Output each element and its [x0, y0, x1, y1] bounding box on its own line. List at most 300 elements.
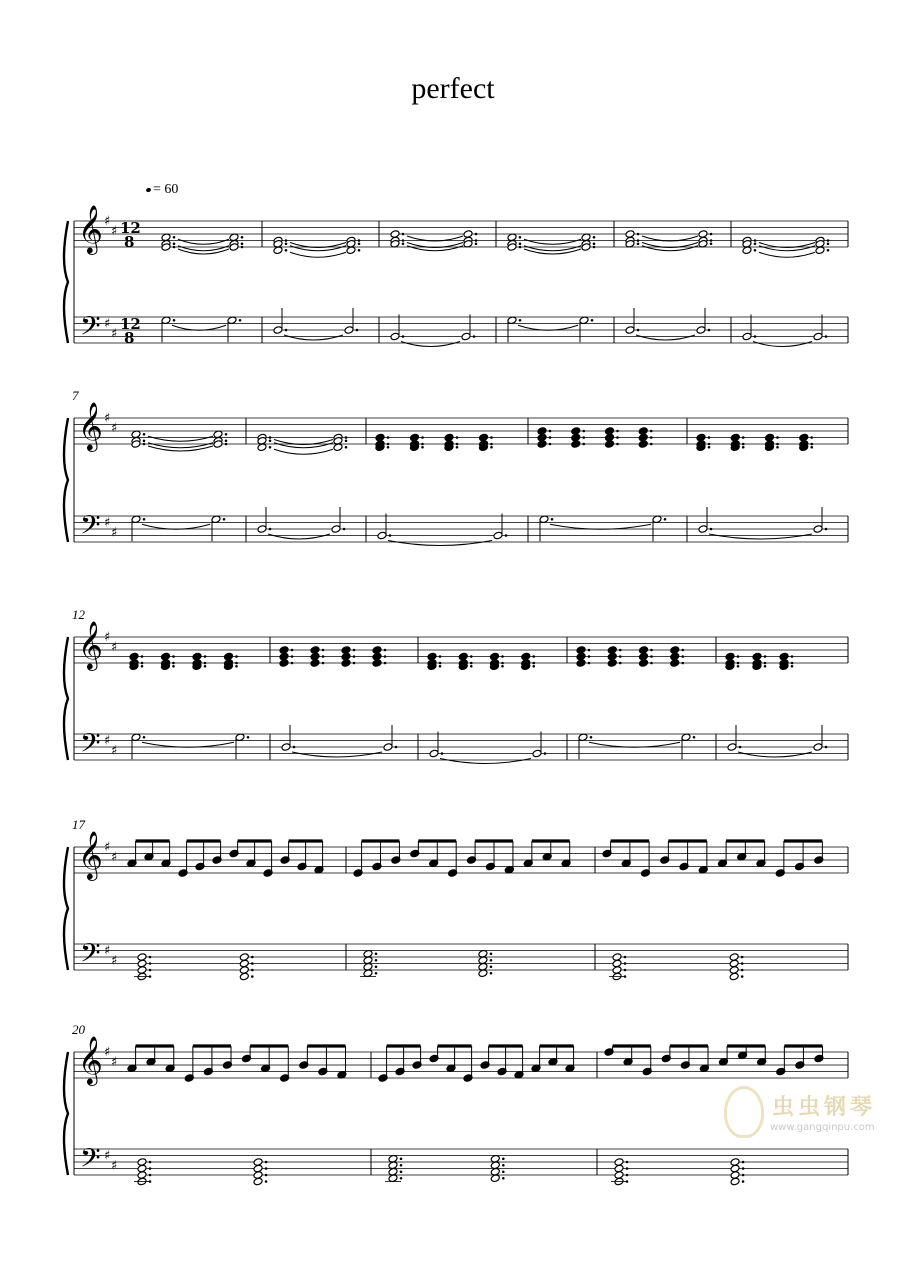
augmentation-dot [345, 439, 348, 442]
augmentation-dot [742, 446, 745, 449]
sharp-icon: ♯ [104, 515, 111, 531]
sharp-icon: ♯ [111, 223, 118, 239]
augmentation-dot [501, 655, 504, 658]
augmentation-dot [375, 965, 378, 968]
augmentation-dot [143, 433, 146, 436]
augmentation-dot [353, 662, 356, 665]
time-signature-denominator: 8 [124, 233, 135, 251]
augmentation-dot [490, 952, 493, 955]
augmentation-dot [456, 446, 459, 449]
tie [518, 325, 578, 330]
augmentation-dot [754, 335, 757, 338]
brace-icon [64, 418, 68, 542]
measure [602, 841, 824, 981]
augmentation-dot [742, 436, 745, 439]
augmentation-dot [173, 319, 176, 322]
augmentation-dot [358, 242, 361, 245]
augmentation-dot [345, 436, 348, 439]
augmentation-dot [776, 446, 779, 449]
augmentation-dot [710, 233, 713, 236]
tie [172, 325, 226, 330]
treble-clef-icon: 𝄞 [78, 204, 103, 253]
sharp-icon: ♯ [104, 733, 111, 749]
augmentation-dot [637, 233, 640, 236]
tie [148, 443, 213, 448]
note-head [310, 659, 320, 668]
augmentation-dot [741, 969, 744, 972]
augmentation-dot [619, 662, 622, 665]
augmentation-dot [532, 662, 535, 665]
augmentation-dot [549, 430, 552, 433]
measure-number: 12 [72, 607, 85, 622]
sharp-icon: ♯ [104, 411, 111, 426]
augmentation-dot [247, 736, 250, 739]
measure-number: 7 [72, 388, 79, 403]
augmentation-dot [204, 665, 207, 668]
augmentation-dot [650, 649, 653, 652]
note-head [727, 743, 737, 752]
augmentation-dot [502, 1157, 505, 1160]
tie [709, 534, 812, 539]
augmentation-dot [235, 662, 238, 665]
augmentation-dot [626, 1167, 629, 1170]
augmentation-dot [502, 1170, 505, 1173]
augmentation-dot [345, 446, 348, 449]
sharp-icon: ♯ [104, 1045, 111, 1060]
sharp-icon: ♯ [111, 525, 118, 541]
augmentation-dot [265, 1167, 268, 1170]
note-head [273, 326, 283, 335]
tie [148, 446, 213, 451]
augmentation-dot [285, 329, 288, 332]
augmentation-dot [291, 649, 294, 652]
note-head [390, 332, 400, 341]
augmentation-dot [269, 446, 272, 449]
augmentation-dot [149, 962, 152, 965]
augmentation-dot [251, 975, 254, 978]
note-head [429, 749, 439, 758]
score-title: perfect [411, 72, 495, 105]
augmentation-dot [827, 249, 830, 252]
augmentation-dot [421, 443, 424, 446]
augmentation-dot [742, 1180, 745, 1183]
note-head [281, 743, 291, 752]
augmentation-dot [650, 662, 653, 665]
augmentation-dot [173, 246, 176, 249]
augmentation-dot [285, 239, 288, 242]
augmentation-dot [739, 746, 742, 749]
watermark-logo-icon [724, 1086, 764, 1138]
measure [273, 236, 360, 340]
augmentation-dot [400, 1164, 403, 1167]
brace-icon [64, 1052, 68, 1175]
augmentation-dot [791, 655, 794, 658]
augmentation-dot [265, 1174, 268, 1177]
tie [268, 534, 330, 539]
system-1 [64, 204, 848, 348]
sharp-icon: ♯ [104, 630, 111, 645]
augmentation-dot [402, 242, 405, 245]
augmentation-dot [582, 443, 585, 446]
augmentation-dot [143, 439, 146, 442]
augmentation-dot [650, 443, 653, 446]
augmentation-dot [384, 662, 387, 665]
augmentation-dot [710, 239, 713, 242]
brace-icon [64, 637, 68, 760]
augmentation-dot [519, 236, 522, 239]
note-head [607, 659, 617, 668]
augmentation-dot [825, 528, 828, 531]
augmentation-dot [551, 518, 554, 521]
augmentation-dot [490, 436, 493, 439]
augmentation-dot [322, 649, 325, 652]
augmentation-dot [490, 443, 493, 446]
note-head [571, 440, 581, 449]
tie [142, 524, 210, 529]
augmentation-dot [791, 662, 794, 665]
augmentation-dot [505, 534, 508, 537]
augmentation-dot [439, 655, 442, 658]
augmentation-dot [375, 959, 378, 962]
note-head [532, 749, 542, 758]
augmentation-dot [825, 335, 828, 338]
measure [131, 430, 227, 541]
augmentation-dot [204, 662, 207, 665]
tie [142, 742, 234, 747]
sharp-icon: ♯ [104, 943, 111, 959]
augmentation-dot [588, 662, 591, 665]
augmentation-dot [241, 236, 244, 239]
sharp-icon: ♯ [104, 1148, 111, 1164]
augmentation-dot [141, 662, 144, 665]
tie [274, 449, 333, 454]
tie [642, 246, 698, 251]
note-head [383, 743, 393, 752]
augmentation-dot [490, 972, 493, 975]
tie [290, 252, 346, 257]
augmentation-dot [291, 662, 294, 665]
tie [178, 239, 229, 244]
augmentation-dot [626, 1161, 629, 1164]
sharp-icon: ♯ [111, 953, 118, 969]
augmentation-dot [149, 1161, 152, 1164]
augmentation-dot [742, 1174, 745, 1177]
augmentation-dot [375, 952, 378, 955]
augmentation-dot [400, 1170, 403, 1173]
augmentation-dot [269, 436, 272, 439]
augmentation-dot [519, 242, 522, 245]
augmentation-dot [269, 439, 272, 442]
tie [759, 246, 815, 251]
augmentation-dot [143, 518, 146, 521]
augmentation-dot [549, 436, 552, 439]
augmentation-dot [475, 233, 478, 236]
system-2 [64, 388, 848, 547]
tie [589, 742, 680, 747]
augmentation-dot [776, 436, 779, 439]
augmentation-dot [353, 649, 356, 652]
augmentation-dot [593, 242, 596, 245]
augmentation-dot [624, 969, 627, 972]
sharp-icon: ♯ [111, 326, 118, 342]
augmentation-dot [624, 962, 627, 965]
measure [725, 652, 827, 757]
augmentation-dot [143, 736, 146, 739]
augmentation-dot [616, 436, 619, 439]
augmentation-dot [456, 436, 459, 439]
note-head [344, 326, 354, 335]
sharp-icon: ♯ [104, 214, 111, 229]
tie [753, 342, 812, 347]
augmentation-dot [384, 655, 387, 658]
tie [290, 246, 346, 251]
augmentation-dot [241, 242, 244, 245]
sharp-icon: ♯ [111, 849, 118, 865]
augmentation-dot [693, 736, 696, 739]
augmentation-dot [764, 662, 767, 665]
augmentation-dot [149, 1167, 152, 1170]
augmentation-dot [421, 436, 424, 439]
measure [696, 433, 827, 539]
augmentation-dot [456, 443, 459, 446]
augmentation-dot [742, 1161, 745, 1164]
augmentation-dot [588, 649, 591, 652]
note-head [461, 332, 471, 341]
watermark-url: www.gangqinpu.com [770, 1122, 875, 1133]
augmentation-dot [710, 242, 713, 245]
augmentation-dot [387, 443, 390, 446]
augmentation-dot [285, 249, 288, 252]
augmentation-dot [742, 443, 745, 446]
augmentation-dot [593, 246, 596, 249]
time-signature-denominator: 8 [124, 329, 135, 347]
sharp-icon: ♯ [104, 316, 111, 332]
augmentation-dot [235, 665, 238, 668]
augmentation-dot [810, 446, 813, 449]
augmentation-dot [421, 446, 424, 449]
tie [524, 249, 581, 254]
augmentation-dot [400, 1177, 403, 1180]
augmentation-dot [637, 242, 640, 245]
note-head [625, 326, 635, 335]
tie [524, 246, 581, 251]
treble-clef-icon: 𝄞 [78, 401, 103, 450]
system-3 [64, 607, 848, 765]
augmentation-dot [470, 662, 473, 665]
augmentation-dot [356, 329, 359, 332]
augmentation-dot [593, 236, 596, 239]
note-head [742, 332, 752, 341]
augmentation-dot [754, 239, 757, 242]
augmentation-dot [591, 319, 594, 322]
augmentation-dot [532, 665, 535, 668]
augmentation-dot [741, 956, 744, 959]
augmentation-dot [776, 443, 779, 446]
note-head [253, 1177, 263, 1186]
augmentation-dot [291, 655, 294, 658]
augmentation-dot [590, 736, 593, 739]
augmentation-dot [395, 746, 398, 749]
augmentation-dot [358, 239, 361, 242]
augmentation-dot [322, 655, 325, 658]
augmentation-dot [223, 518, 226, 521]
measure [257, 433, 347, 539]
augmentation-dot [710, 528, 713, 531]
augmentation-dot [737, 662, 740, 665]
augmentation-dot [204, 655, 207, 658]
augmentation-dot [265, 1161, 268, 1164]
augmentation-dot [225, 443, 228, 446]
note-head [377, 531, 387, 540]
augmentation-dot [502, 1177, 505, 1180]
augmentation-dot [439, 665, 442, 668]
augmentation-dot [637, 239, 640, 242]
augmentation-dot [470, 655, 473, 658]
augmentation-dot [624, 956, 627, 959]
tie [759, 252, 815, 257]
augmentation-dot [265, 1180, 268, 1183]
augmentation-dot [251, 956, 254, 959]
note-head [698, 525, 708, 534]
augmentation-dot [149, 1174, 152, 1177]
augmentation-dot [650, 430, 653, 433]
bass-clef-icon: 𝄢 [80, 1142, 101, 1180]
tie [274, 443, 333, 448]
augmentation-dot [810, 443, 813, 446]
augmentation-dot [549, 443, 552, 446]
augmentation-dot [239, 319, 242, 322]
augmentation-dot [619, 655, 622, 658]
augmentation-dot [387, 436, 390, 439]
augmentation-dot [384, 649, 387, 652]
augmentation-dot [490, 959, 493, 962]
treble-clef-icon: 𝄞 [78, 830, 103, 879]
augmentation-dot [664, 518, 667, 521]
tie [178, 246, 229, 251]
note-head [813, 743, 823, 752]
note-head [638, 440, 648, 449]
augmentation-dot [708, 446, 711, 449]
augmentation-dot [322, 662, 325, 665]
augmentation-dot [143, 443, 146, 446]
bass-clef-icon: 𝄢 [80, 509, 101, 547]
augmentation-dot [172, 665, 175, 668]
augmentation-dot [402, 233, 405, 236]
augmentation-dot [616, 443, 619, 446]
tie [440, 759, 531, 764]
augmentation-dot [400, 1157, 403, 1160]
augmentation-dot [737, 665, 740, 668]
augmentation-dot [650, 436, 653, 439]
augmentation-dot [827, 239, 830, 242]
note-head [341, 659, 351, 668]
augmentation-dot [235, 655, 238, 658]
augmentation-dot [619, 649, 622, 652]
augmentation-dot [225, 433, 228, 436]
augmentation-dot [501, 665, 504, 668]
watermark [724, 1084, 904, 1144]
bass-clef-icon: 𝄢 [80, 310, 101, 348]
augmentation-dot [141, 665, 144, 668]
augmentation-dot [827, 242, 830, 245]
augmentation-dot [173, 236, 176, 239]
brace-icon [64, 221, 68, 343]
sharp-icon: ♯ [111, 639, 118, 655]
augmentation-dot [737, 655, 740, 658]
tie [292, 752, 382, 757]
tie [178, 249, 229, 254]
augmentation-dot [741, 962, 744, 965]
augmentation-dot [402, 239, 405, 242]
measure-number: 17 [72, 817, 85, 832]
augmentation-dot [708, 443, 711, 446]
augmentation-dot [741, 975, 744, 978]
note-head [639, 659, 649, 668]
augmentation-dot [358, 249, 361, 252]
tie [388, 541, 492, 546]
note-head [730, 1177, 740, 1186]
augmentation-dot [490, 965, 493, 968]
time-signature-numerator: 12 [120, 315, 141, 333]
note-head [239, 972, 249, 981]
augmentation-dot [754, 242, 757, 245]
bass-clef-icon: 𝄢 [80, 727, 101, 765]
note-head [813, 525, 823, 534]
augmentation-dot [742, 1167, 745, 1170]
augmentation-dot [810, 436, 813, 439]
augmentation-dot [172, 655, 175, 658]
augmentation-dot [241, 246, 244, 249]
augmentation-dot [681, 662, 684, 665]
measure [129, 652, 249, 759]
note-head [372, 659, 382, 668]
tie [636, 335, 695, 340]
augmentation-dot [764, 655, 767, 658]
tie [284, 335, 343, 340]
augmentation-dot [475, 242, 478, 245]
sharp-icon: ♯ [111, 1054, 118, 1070]
note-head [279, 659, 289, 668]
augmentation-dot [681, 655, 684, 658]
augmentation-dot [626, 1174, 629, 1177]
augmentation-dot [616, 430, 619, 433]
note-head [257, 525, 267, 534]
augmentation-dot [285, 242, 288, 245]
brace-icon [64, 847, 68, 970]
augmentation-dot [532, 655, 535, 658]
tie [401, 342, 460, 347]
augmentation-dot [650, 655, 653, 658]
augmentation-dot [519, 246, 522, 249]
augmentation-dot [501, 662, 504, 665]
augmentation-dot [251, 969, 254, 972]
augmentation-dot [791, 665, 794, 668]
augmentation-dot [173, 242, 176, 245]
augmentation-dot [149, 956, 152, 959]
note-head [493, 531, 503, 540]
augmentation-dot [141, 655, 144, 658]
augmentation-dot [708, 329, 711, 332]
tie [407, 246, 463, 251]
augmentation-dot [269, 528, 272, 531]
augmentation-dot [387, 446, 390, 449]
sharp-icon: ♯ [111, 743, 118, 759]
augmentation-dot [172, 662, 175, 665]
time-signature-numerator: 12 [120, 219, 141, 237]
augmentation-dot [149, 969, 152, 972]
augmentation-dot [473, 335, 476, 338]
augmentation-dot [825, 746, 828, 749]
